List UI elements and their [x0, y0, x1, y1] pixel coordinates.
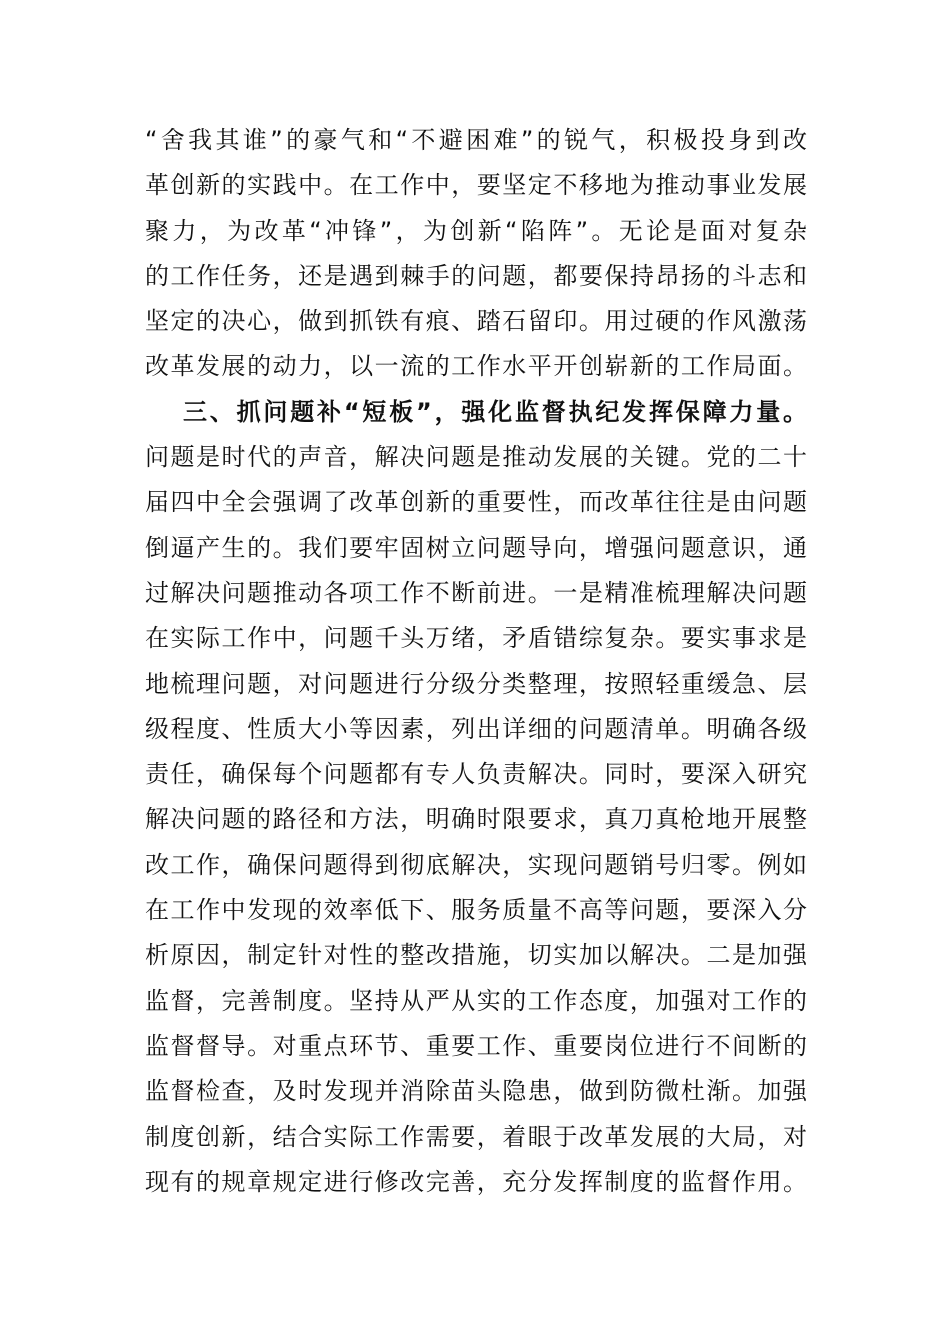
text-line: “舍我其谁”的豪气和“不避困难”的锐气，积极投身到改	[145, 126, 807, 154]
text-line: 聚力，为改革“冲锋”，为创新“陷阵”。无论是面对复杂	[145, 216, 807, 245]
text-line: 监督检查，及时发现并消除苗头隐患，做到防微杜渐。加强	[145, 1077, 807, 1106]
text-line: 地梳理问题，对问题进行分级分类整理，按照轻重缓急、层	[145, 669, 807, 698]
text-line: 届四中全会强调了改革创新的重要性，而改革往往是由问题	[145, 488, 807, 517]
text-line: 坚定的决心，做到抓铁有痕、踏石留印。用过硬的作风激荡	[145, 307, 807, 336]
text-line: 改革发展的动力，以一流的工作水平开创崭新的工作局面。	[145, 352, 807, 381]
text-line: 的工作任务，还是遇到棘手的问题，都要保持昂扬的斗志和	[145, 261, 807, 290]
text-line: 在工作中发现的效率低下、服务质量不高等问题，要深入分	[145, 896, 807, 925]
section-heading	[145, 390, 807, 435]
document-page	[145, 118, 807, 1205]
body-paragraph	[145, 435, 807, 1205]
text-line: 过解决问题推动各项工作不断前进。一是精准梳理解决问题	[145, 578, 807, 607]
body-paragraph	[145, 118, 807, 390]
text-line: 析原因，制定针对性的整改措施，切实加以解决。二是加强	[145, 941, 807, 970]
text-line: 改工作，确保问题得到彻底解决，实现问题销号归零。例如	[145, 850, 807, 879]
text-line: 问题是时代的声音，解决问题是推动发展的关键。党的二十	[145, 443, 807, 472]
text-line: 责任，确保每个问题都有专人负责解决。同时，要深入研究	[145, 760, 807, 789]
text-line: 级程度、性质大小等因素，列出详细的问题清单。明确各级	[145, 714, 807, 743]
text-line: 解决问题的路径和方法，明确时限要求，真刀真枪地开展整	[145, 805, 807, 834]
text-line: 倒逼产生的。我们要牢固树立问题导向，增强问题意识，通	[145, 533, 807, 562]
text-line: 三、抓问题补“短板”，强化监督执纪发挥保障力量。	[183, 397, 807, 426]
text-line: 在实际工作中，问题千头万绪，矛盾错综复杂。要实事求是	[145, 624, 807, 653]
text-line: 监督督导。对重点环节、重要工作、重要岗位进行不间断的	[145, 1031, 807, 1060]
text-line: 监督，完善制度。坚持从严从实的工作态度，加强对工作的	[145, 986, 807, 1015]
text-line: 现有的规章规定进行修改完善，充分发挥制度的监督作用。	[145, 1167, 807, 1196]
text-line: 制度创新，结合实际工作需要，着眼于改革发展的大局，对	[145, 1122, 807, 1151]
text-line: 革创新的实践中。在工作中，要坚定不移地为推动事业发展	[145, 171, 807, 200]
